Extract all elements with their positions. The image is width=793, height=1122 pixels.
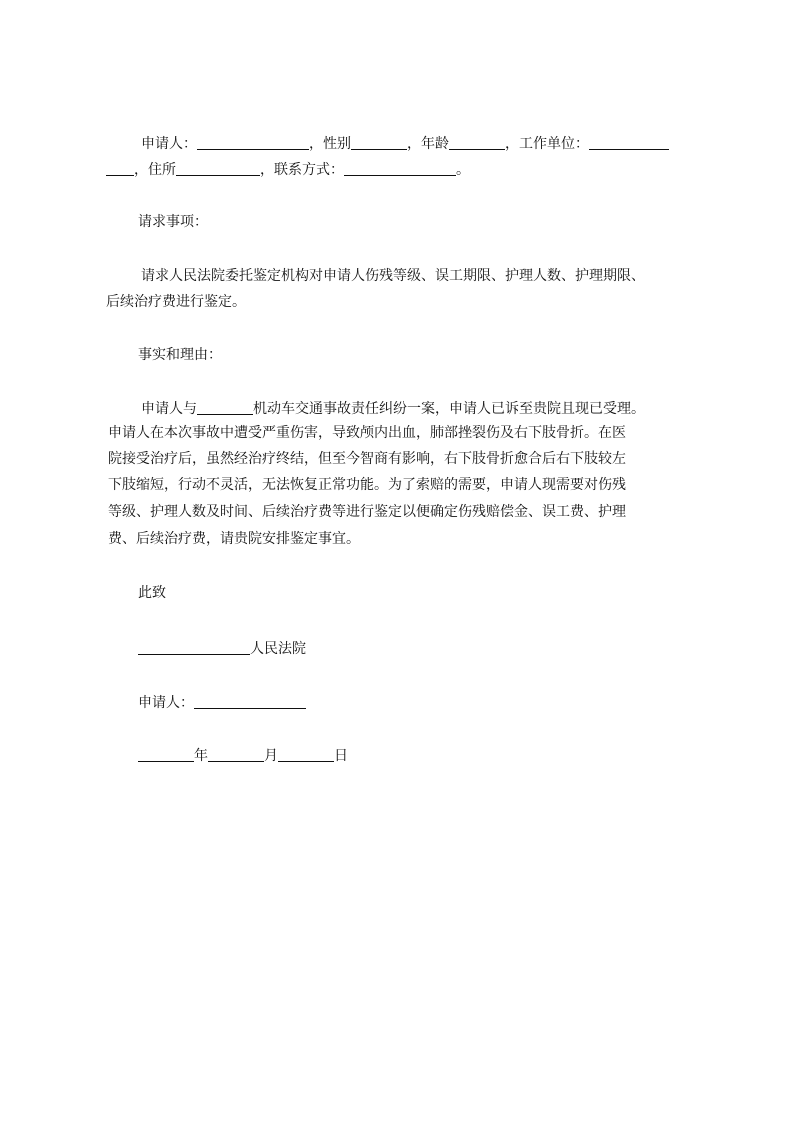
- facts-line-2: 申请人在本次事故中遭受严重伤害，导致颅内出血，肺部挫裂伤及右下肢骨折。在医: [108, 425, 626, 441]
- request-line-2: 后续治疗费进行鉴定。: [106, 294, 246, 310]
- contact-blank[interactable]: [344, 161, 456, 176]
- facts-line-3: 院接受治疗后，虽然经治疗终结，但至今智商有影响，右下肢骨折愈合后右下肢较左: [108, 451, 626, 467]
- residence-label: ，住所: [134, 162, 176, 178]
- signature-blank[interactable]: [194, 694, 306, 709]
- work-unit-blank-2[interactable]: [106, 161, 134, 176]
- gender-label: ，性别: [309, 136, 351, 152]
- work-unit-blank-1[interactable]: [589, 135, 669, 150]
- day-label: 日: [334, 748, 348, 764]
- applicant-info-line-1: [141, 133, 669, 153]
- year-label: 年: [194, 748, 208, 764]
- request-line-1: 请求人民法院委托鉴定机构对申请人伤残等级、误工期限、护理人数、护理期限、: [141, 268, 645, 284]
- date-line: [138, 745, 348, 765]
- work-unit-label: ，工作单位：: [505, 136, 589, 152]
- court-name-blank[interactable]: [138, 640, 250, 655]
- signature-label: 申请人：: [138, 695, 194, 711]
- facts-line-1: [141, 398, 645, 418]
- contact-label: ，联系方式：: [260, 162, 344, 178]
- facts-line-1-suffix: 机动车交通事故责任纠纷一案，申请人已诉至贵院且现已受理。: [253, 401, 645, 417]
- age-blank[interactable]: [449, 135, 505, 150]
- applicant-info-line-2: [106, 159, 470, 179]
- residence-blank[interactable]: [176, 161, 260, 176]
- facts-line-4: 下肢缩短，行动不灵活，无法恢复正常功能。为了索赔的需要，申请人现需要对伤残: [108, 477, 626, 493]
- info-end-mark: 。: [456, 162, 470, 178]
- closing-text: 此致: [138, 585, 166, 601]
- facts-line-6: 费、后续治疗费，请贵院安排鉴定事宜。: [108, 531, 360, 547]
- month-blank[interactable]: [208, 747, 264, 762]
- age-label: ，年龄: [407, 136, 449, 152]
- applicant-name-blank[interactable]: [197, 135, 309, 150]
- gender-blank[interactable]: [351, 135, 407, 150]
- applicant-label: 申请人：: [141, 136, 197, 152]
- court-suffix: 人民法院: [250, 641, 306, 657]
- day-blank[interactable]: [278, 747, 334, 762]
- facts-line-1-prefix: 申请人与: [141, 401, 197, 417]
- defendant-blank[interactable]: [197, 400, 253, 415]
- facts-heading: 事实和理由：: [138, 347, 222, 363]
- facts-line-5: 等级、护理人数及时间、后续治疗费等进行鉴定以便确定伤残赔偿金、误工费、护理: [108, 504, 626, 520]
- month-label: 月: [264, 748, 278, 764]
- year-blank[interactable]: [138, 747, 194, 762]
- signature-line: [138, 692, 306, 712]
- request-heading: 请求事项：: [138, 214, 208, 230]
- court-line: [138, 638, 306, 658]
